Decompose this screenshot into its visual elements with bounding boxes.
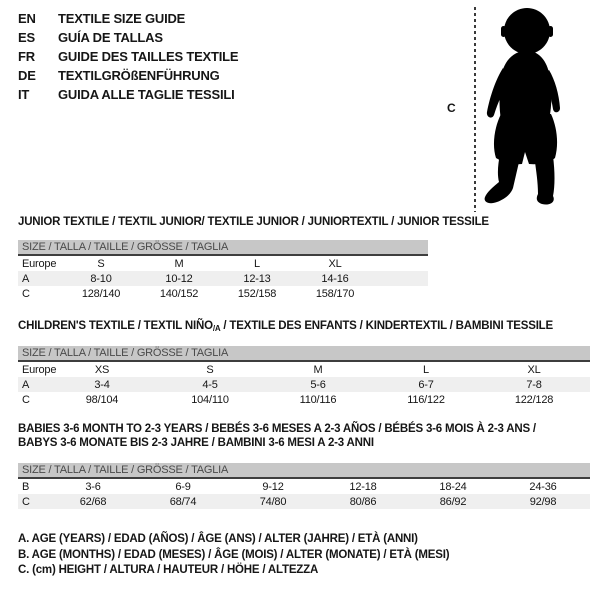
- size-cell: L: [423, 363, 429, 376]
- table-row: [18, 271, 428, 286]
- size-cell: M: [174, 257, 184, 270]
- size-header-bar: SIZE / TALLA / TAILLE / GRÖSSE / TAGLIA: [18, 463, 590, 479]
- table-row: [18, 286, 428, 301]
- table-title-line: JUNIOR TEXTILE / TEXTIL JUNIOR/ TEXTILE JUNIOR / JUNIORTEXTIL / JUNIOR TESSILE: [18, 216, 489, 228]
- size-cell: 12-18: [349, 480, 377, 493]
- babies-size-table: [18, 463, 590, 509]
- table-title-line: BABYS 3-6 MONATE BIS 2-3 JAHRE / BAMBINI 3-6 MESI A 2-3 ANNI: [18, 437, 374, 449]
- footnote: A. AGE (YEARS) / EDAD (AÑOS) / ÂGE (ANS) / ALTER (JAHRE) / ETÀ (ANNI): [18, 533, 418, 545]
- footnotes: [18, 532, 449, 579]
- size-cell: 6-9: [175, 480, 191, 493]
- language-row: [18, 28, 238, 47]
- size-cell: L: [254, 257, 260, 270]
- size-cell: 152/158: [237, 287, 277, 300]
- size-cell: 104/110: [191, 393, 229, 406]
- language-name: GUÍA DE TALLAS: [58, 30, 163, 45]
- children-table-title: [18, 319, 590, 336]
- size-cell: 9-12: [262, 480, 284, 493]
- language-name: GUIDA ALLE TAGLIE TESSILI: [58, 87, 235, 102]
- size-cell: 8-10: [90, 272, 112, 285]
- row-label: Europe: [22, 363, 57, 376]
- language-code: ES: [18, 30, 35, 45]
- language-code: EN: [18, 11, 36, 26]
- table-row: [18, 256, 428, 271]
- size-cell: 68/74: [169, 495, 197, 508]
- row-label: C: [22, 495, 30, 508]
- junior-size-table: [18, 240, 428, 301]
- row-label: A: [22, 272, 30, 285]
- row-label: B: [22, 480, 30, 493]
- footnote: C. (cm) HEIGHT / ALTURA / HAUTEUR / HÖHE / ALTEZZA: [18, 564, 319, 576]
- language-row: [18, 9, 238, 28]
- size-cell: 86/92: [439, 495, 467, 508]
- size-cell: XL: [328, 257, 342, 270]
- size-cell: 158/170: [315, 287, 355, 300]
- babies-table-title: [18, 422, 590, 450]
- size-cell: 5-6: [310, 378, 326, 391]
- children-size-table: [18, 346, 590, 407]
- size-cell: 4-5: [202, 378, 218, 391]
- footnote: B. AGE (MONTHS) / EDAD (MESES) / ÂGE (MOIS) / ALTER (MONATE) / ETÀ (MESI): [18, 548, 450, 561]
- language-row: [18, 47, 238, 66]
- language-name: TEXTILGRÖßENFÜHRUNG: [58, 68, 220, 83]
- size-header-bar: SIZE / TALLA / TAILLE / GRÖSSE / TAGLIA: [18, 346, 590, 362]
- table-row: [18, 494, 590, 509]
- size-cell: 110/116: [299, 393, 337, 406]
- table-title-line: BABIES 3-6 MONTH TO 2-3 YEARS / BEBÉS 3-6 MESES A 2-3 AÑOS / BÉBÉS 3-6 MOIS À 2-3 ANS /: [18, 423, 536, 435]
- size-cell: 92/98: [529, 495, 557, 508]
- size-cell: 140/152: [159, 287, 199, 300]
- table-row: [18, 479, 590, 494]
- table-rows: [18, 256, 428, 301]
- size-cell: 62/68: [79, 495, 107, 508]
- language-name: GUIDE DES TAILLES TEXTILE: [58, 49, 239, 64]
- size-cell: 122/128: [514, 393, 554, 406]
- table-rows: [18, 362, 590, 407]
- language-code: IT: [18, 87, 30, 102]
- language-code: DE: [18, 68, 36, 83]
- table-rows: [18, 479, 590, 509]
- size-cell: 10-12: [165, 272, 193, 285]
- size-cell: M: [313, 363, 323, 376]
- size-cell: 7-8: [526, 378, 542, 391]
- size-cell: 80/86: [349, 495, 377, 508]
- table-row: [18, 392, 590, 407]
- height-label-c: C: [447, 101, 456, 115]
- size-cell: 98/104: [85, 393, 119, 406]
- junior-table-title: [18, 215, 578, 229]
- size-cell: 74/80: [259, 495, 287, 508]
- size-cell: 18-24: [439, 480, 467, 493]
- language-name: TEXTILE SIZE GUIDE: [58, 11, 186, 26]
- size-cell: 3-4: [94, 378, 110, 391]
- row-label: A: [22, 378, 30, 391]
- row-label: C: [22, 393, 30, 406]
- size-header-bar: SIZE / TALLA / TAILLE / GRÖSSE / TAGLIA: [18, 240, 428, 256]
- size-cell: XS: [94, 363, 110, 376]
- size-cell: 6-7: [418, 378, 434, 391]
- size-cell: S: [97, 257, 105, 270]
- size-cell: 128/140: [81, 287, 121, 300]
- baby-silhouette-icon: [483, 6, 565, 210]
- table-row: [18, 377, 590, 392]
- language-row: [18, 66, 238, 85]
- row-label: C: [22, 287, 30, 300]
- size-cell: 3-6: [85, 480, 101, 493]
- size-cell: 116/122: [407, 393, 445, 406]
- height-measure-line: [474, 7, 476, 212]
- size-cell: 14-16: [321, 272, 349, 285]
- table-row: [18, 362, 590, 377]
- language-list: [18, 9, 238, 104]
- language-row: [18, 85, 238, 104]
- table-title-line: CHILDREN'S TEXTILE / TEXTIL $NIÑO_{/A}$ / TEXTILE DES ENFANTS / KINDERTEXTIL / BAMBINI TESSILE: [18, 320, 553, 333]
- row-label: Europe: [22, 257, 57, 270]
- size-cell: XL: [527, 363, 541, 376]
- language-code: FR: [18, 49, 35, 64]
- size-cell: 12-13: [243, 272, 271, 285]
- size-cell: 24-36: [529, 480, 557, 493]
- size-cell: S: [206, 363, 214, 376]
